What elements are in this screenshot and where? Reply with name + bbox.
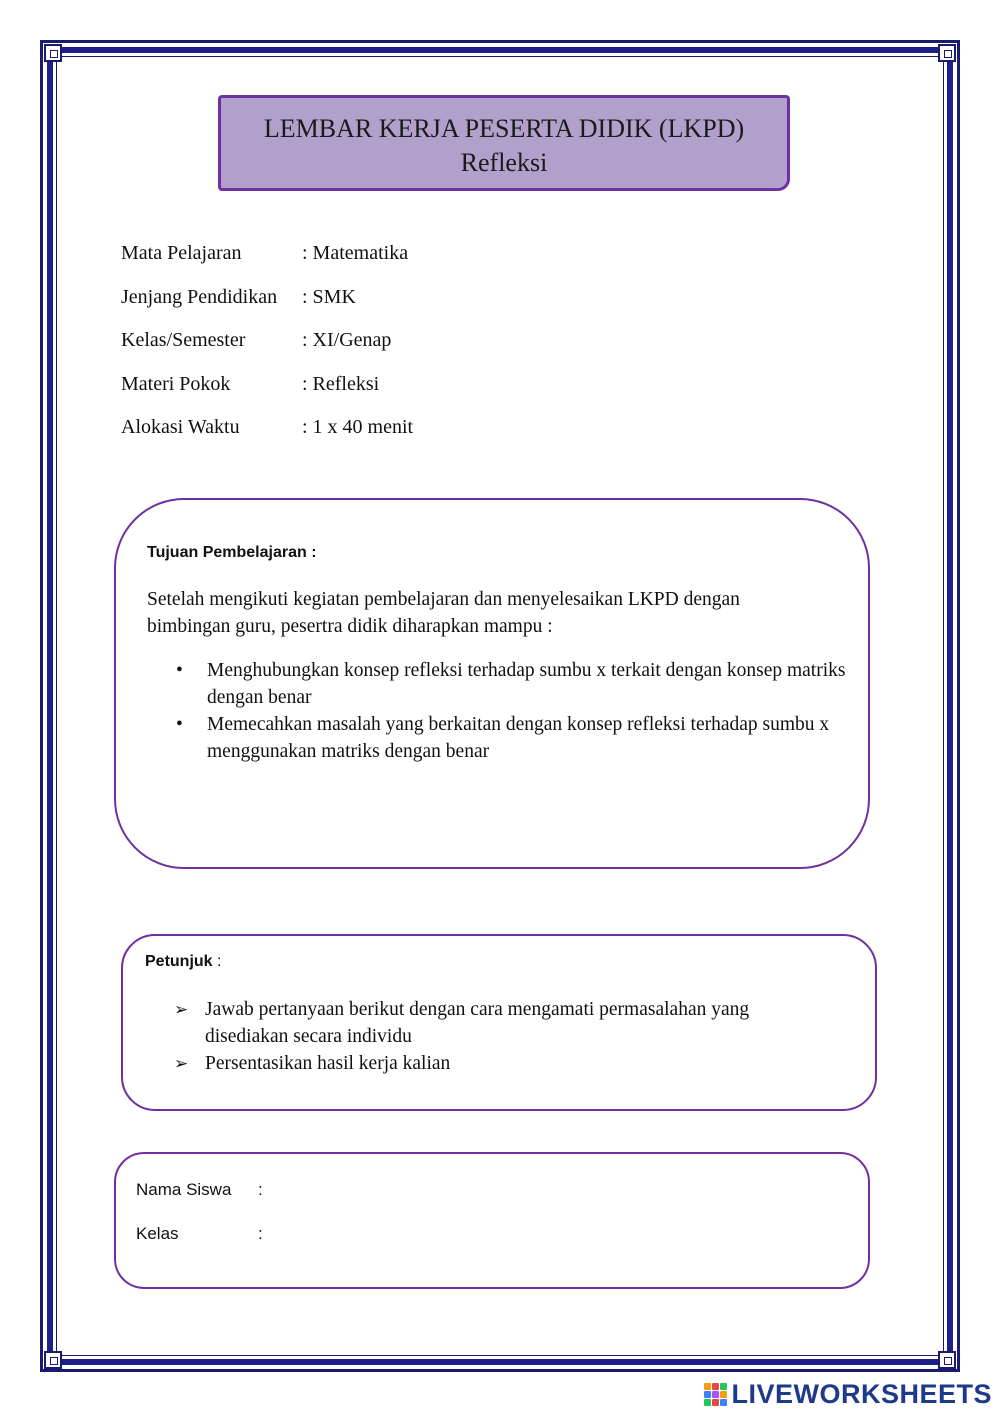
info-value: : XI/Genap xyxy=(302,329,392,352)
info-row xyxy=(121,276,413,320)
student-class-label: Kelas xyxy=(136,1224,179,1243)
info-value: : SMK xyxy=(302,285,356,308)
instruction-text: Persentasikan hasil kerja kalian xyxy=(205,1053,451,1074)
info-row xyxy=(121,232,413,276)
objective-text: Memecahkan masalah yang berkaitan dengan konsep refleksi terhadap sumbu x menggunakan matriks dengan benar xyxy=(207,714,830,762)
arrow-bullet-icon: ➢ xyxy=(174,1000,189,1019)
bullet-icon: • xyxy=(176,714,183,735)
instructions-heading-text: Petunjuk xyxy=(145,953,213,970)
student-class-row[interactable] xyxy=(136,1224,263,1244)
info-label: Alokasi Waktu xyxy=(121,416,240,439)
worksheet-subtitle: Refleksi xyxy=(460,148,548,177)
student-identity-box xyxy=(114,1152,870,1289)
frame-corner-ornament xyxy=(44,1351,62,1369)
learning-objectives-list xyxy=(176,657,856,765)
info-value: : Refleksi xyxy=(302,372,380,395)
objective-text: Menghubungkan konsep refleksi terhadap sumbu x terkait dengan konsep matriks dengan benar xyxy=(207,660,846,708)
student-name-colon: : xyxy=(258,1180,263,1199)
info-value: : Matematika xyxy=(302,242,409,265)
student-class-colon: : xyxy=(258,1224,263,1243)
instructions-list xyxy=(174,996,814,1077)
list-item xyxy=(174,1050,814,1077)
instructions-heading xyxy=(145,953,221,971)
list-item xyxy=(176,657,856,711)
info-label: Kelas/Semester xyxy=(121,329,246,352)
frame-corner-ornament xyxy=(44,44,62,62)
instruction-text: Jawab pertanyaan berikut dengan cara mengamati permasalahan yang disediakan secara individu xyxy=(205,999,750,1047)
learning-objectives-intro: Setelah mengikuti kegiatan pembelajaran dan menyelesaikan LKPD dengan bimbingan guru, pesertra didik diharapkan mampu : xyxy=(147,589,740,637)
liveworksheets-wordmark: LIVEWORKSHEETS xyxy=(731,1378,992,1409)
list-item xyxy=(176,711,856,765)
frame-corner-ornament xyxy=(938,44,956,62)
info-row xyxy=(121,406,413,450)
list-item xyxy=(174,996,814,1050)
worksheet-title: LEMBAR KERJA PESERTA DIDIK (LKPD) xyxy=(263,114,745,143)
learning-objectives-box xyxy=(114,498,870,869)
bullet-icon: • xyxy=(176,660,183,681)
instructions-box xyxy=(121,934,877,1111)
liveworksheets-brand[interactable] xyxy=(704,1380,992,1408)
learning-objectives-heading: Tujuan Pembelajaran : xyxy=(147,544,317,561)
info-value: : 1 x 40 menit xyxy=(302,416,414,439)
info-row xyxy=(121,363,413,407)
title-box xyxy=(218,95,790,191)
arrow-bullet-icon: ➢ xyxy=(174,1054,189,1073)
info-label: Materi Pokok xyxy=(121,372,231,395)
info-row xyxy=(121,319,413,363)
info-label: Jenjang Pendidikan xyxy=(121,285,278,308)
subject-info xyxy=(121,232,413,450)
info-label: Mata Pelajaran xyxy=(121,242,242,265)
student-name-label: Nama Siswa xyxy=(136,1180,232,1199)
student-name-row[interactable] xyxy=(136,1180,263,1200)
instructions-heading-colon: : xyxy=(212,953,222,970)
liveworksheets-logo-icon xyxy=(704,1383,727,1406)
frame-corner-ornament xyxy=(938,1351,956,1369)
